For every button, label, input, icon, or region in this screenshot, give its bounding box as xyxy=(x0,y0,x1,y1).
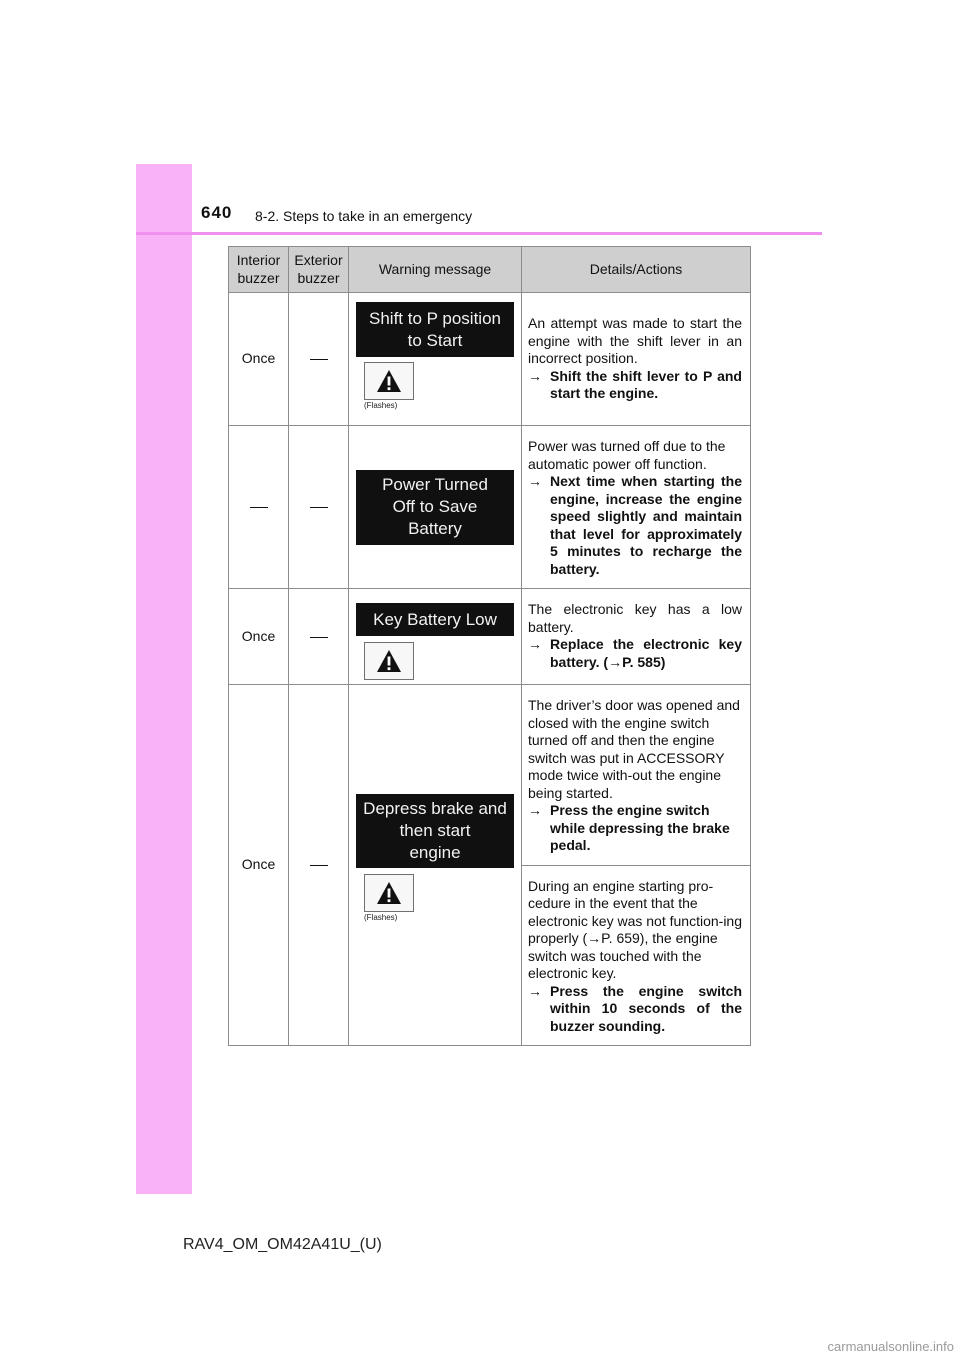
flashes-note: (Flashes) xyxy=(364,913,398,922)
details-text: The electronic key has a low battery. xyxy=(528,601,742,635)
warning-table xyxy=(228,246,751,1046)
chapter-side-tab xyxy=(136,164,192,1194)
action-text: → Replace the electronic key battery. (→P. 585) xyxy=(528,636,742,670)
banner-line: then start xyxy=(399,821,471,840)
table-row xyxy=(229,685,751,866)
exterior-buzzer-cell xyxy=(289,293,349,426)
banner-line: engine xyxy=(409,843,461,862)
details-text: An attempt was made to start the engine with the shift lever in an incorrect position. xyxy=(528,315,742,366)
dash xyxy=(310,637,328,638)
action-text: → Shift the shift lever to P and start the engine. xyxy=(528,367,742,401)
banner-line: Power Turned xyxy=(382,474,488,494)
banner-line: Key Battery Low xyxy=(373,610,497,629)
arrow-icon: → xyxy=(528,636,542,652)
column-header-details-actions: Details/Actions xyxy=(522,247,751,293)
column-header-warning-message: Warning message xyxy=(349,247,522,293)
details-cell xyxy=(522,589,751,685)
warning-message-cell xyxy=(349,589,522,685)
banner-line: Off to Save xyxy=(392,496,478,516)
warning-triangle-icon xyxy=(364,362,414,400)
dash xyxy=(310,359,328,360)
action-text: → Press the engine switch while depressing the brake pedal. xyxy=(528,802,730,853)
exterior-buzzer-cell xyxy=(289,685,349,1046)
exterior-buzzer-cell xyxy=(289,589,349,685)
details-text: The driver’s door was opened and closed with the engine switch turned off and then the engine switch was put in ACCESSORY mode twice with-out the engine being started. xyxy=(528,697,740,801)
arrow-icon: → xyxy=(528,982,542,999)
warning-message-cell xyxy=(349,685,522,1046)
details-cell xyxy=(522,685,751,866)
footer-doc-code: RAV4_OM_OM42A41U_(U) xyxy=(183,1236,382,1253)
arrow-icon: → xyxy=(528,367,542,384)
banner-line: Shift to P position xyxy=(369,309,501,328)
flashes-note: (Flashes) xyxy=(364,401,398,410)
warning-banner xyxy=(356,603,514,636)
banner-line: Depress brake and xyxy=(363,799,507,818)
details-cell xyxy=(522,426,751,589)
warning-banner xyxy=(356,470,514,545)
interior-buzzer-cell xyxy=(229,426,289,589)
exterior-buzzer-cell xyxy=(289,426,349,589)
warning-triangle-icon xyxy=(364,642,414,680)
warning-banner xyxy=(356,794,514,868)
watermark: carmanualsonline.info xyxy=(827,1339,954,1354)
banner-line: to Start xyxy=(407,331,463,350)
warning-triangle-icon xyxy=(364,874,414,912)
table-header-row xyxy=(229,247,751,293)
page-number: 640 xyxy=(201,203,233,222)
arrow-icon: → xyxy=(528,802,542,818)
dash xyxy=(250,507,268,508)
table-row xyxy=(229,589,751,685)
warning-message-cell xyxy=(349,293,522,426)
arrow-icon: → xyxy=(528,473,542,489)
warning-banner xyxy=(356,302,514,357)
details-cell xyxy=(522,293,751,426)
section-title: 8-2. Steps to take in an emergency xyxy=(255,208,473,224)
column-header-interior-buzzer: Interior buzzer xyxy=(229,247,289,293)
warning-message-cell xyxy=(349,426,522,589)
header-rule xyxy=(136,232,822,235)
column-header-exterior-buzzer: Exterior buzzer xyxy=(289,247,349,293)
details-text: Power was turned off due to the automatic power off function. xyxy=(528,438,726,472)
interior-buzzer-cell: Once xyxy=(229,293,289,426)
interior-buzzer-cell: Once xyxy=(229,589,289,685)
action-text: → Press the engine switch within 10 seconds of the buzzer sounding. xyxy=(528,982,742,1034)
table-row xyxy=(229,293,751,426)
dash xyxy=(310,507,328,508)
action-text: → Next time when starting the engine, increase the engine speed slightly and maintain that level for approximately 5 minutes to recharge the battery. xyxy=(528,473,742,577)
banner-line: Battery xyxy=(408,518,462,538)
details-text: During an engine starting pro-cedure in the event that the electronic key was not function-ing properly (→P. 659), the engine switch was touched with the electronic key. xyxy=(528,877,742,981)
table-row xyxy=(229,426,751,589)
details-cell xyxy=(522,865,751,1046)
dash xyxy=(310,865,328,866)
interior-buzzer-cell: Once xyxy=(229,685,289,1046)
